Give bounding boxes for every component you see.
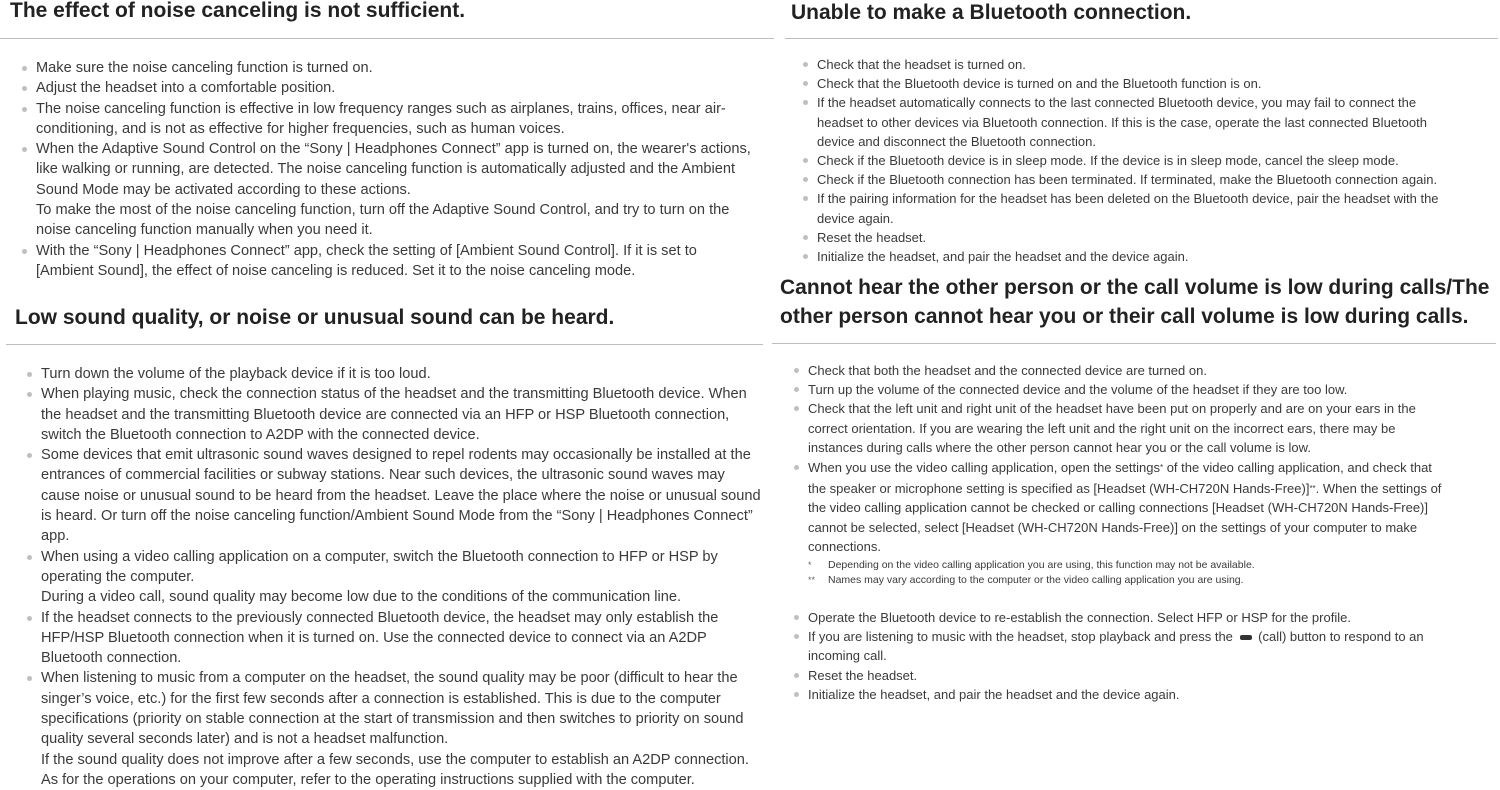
item-list [782, 361, 1496, 704]
item-line: Initialize the headset, and pair the headset and the device again. [808, 686, 1180, 702]
list-item [10, 99, 774, 140]
item-line: Check that the left unit and right unit of the headset have been put on properly and are on your ears in the [808, 401, 1416, 417]
bullet [803, 196, 808, 201]
item-line: Check that the headset is turned on. [817, 57, 1026, 72]
item-line: conditioning, and is not as effective for higher frequencies, such as human voices. [36, 120, 565, 137]
bullet [803, 100, 808, 105]
item-line: Some devices that emit ultrasonic sound waves designed to repel rodents may occasionally be installed at the [41, 447, 751, 464]
list-item [782, 666, 1496, 685]
item-line: During a video call, sound quality may become low due to the conditions of the communication line. [41, 589, 682, 606]
bullet [22, 66, 27, 71]
bullet [794, 406, 799, 411]
section-divider [0, 38, 774, 39]
item-line: switch the Bluetooth connection to A2DP with the connected device. [41, 426, 480, 443]
bullet [794, 368, 799, 373]
item-line: app. [41, 528, 70, 545]
item-line: If you are listening to music with the headset, stop playback and press the (call) button to respond to an [808, 629, 1424, 645]
item-line: noise canceling function manually when you need it. [36, 222, 373, 239]
bullet [803, 62, 808, 67]
item-line: is heard. Or turn off the noise canceling function/Ambient Sound Mode from the “Sony | Headphones Connect” [41, 508, 753, 525]
section-divider [6, 344, 763, 345]
section-title: The effect of noise canceling is not sufficient. [10, 0, 466, 22]
list-item [15, 445, 763, 546]
section-title [780, 273, 1496, 331]
bullet [803, 158, 808, 163]
footnote-text: Depending on the video calling application you are using, this function may not be available. [828, 559, 1255, 572]
list-item [10, 139, 774, 240]
item-line: To make the most of the noise canceling function, turn off the Adaptive Sound Control, and try to turn on the [36, 202, 730, 219]
item-list [10, 58, 774, 281]
list-item [791, 189, 1498, 227]
list-item [15, 668, 763, 790]
section-title: Low sound quality, or noise or unusual sound can be heard. [15, 306, 615, 329]
item-line: Initialize the headset, and pair the headset and the device again. [817, 249, 1189, 265]
section-divider [772, 343, 1496, 344]
item-line: HFP/HSP Bluetooth connection when it is turned on. Use the connected device to connect via an A2DP [41, 629, 707, 646]
footnote-mark: ** [808, 575, 816, 586]
item-line: correct orientation. If you are wearing the left unit and the right unit on the incorrect ears, there may be [808, 420, 1396, 436]
section-title-line: other person cannot hear you or their call volume is low during calls. [780, 305, 1469, 328]
bullet [803, 254, 808, 259]
list-item [791, 151, 1498, 170]
item-list [791, 55, 1498, 266]
list-item [15, 547, 763, 608]
call-button-icon [1240, 635, 1252, 640]
list-item [791, 170, 1498, 189]
item-list [15, 364, 763, 790]
bullet [803, 235, 808, 240]
list-item [791, 74, 1498, 93]
item-line: When using a video calling application on a computer, switch the Bluetooth connection to HFP or HSP by [41, 548, 718, 565]
list-item [791, 247, 1498, 266]
item-line: the headset and the transmitting Bluetooth device are connected via an HFP or HSP Bluetooth connection, [41, 406, 730, 423]
list-item [15, 608, 763, 669]
list-item [791, 93, 1498, 151]
item-line: Operate the Bluetooth device to re-establish the connection. Select HFP or HSP for the profile. [808, 610, 1351, 626]
item-line: quality several seconds later) and is not a headset malfunction. [41, 731, 449, 748]
list-item [10, 78, 774, 98]
item-line: When playing music, check the connection status of the headset and the transmitting Bluetooth device. When [41, 386, 747, 403]
list-item [782, 685, 1496, 704]
item-line: singer’s voice, etc.) for the first few seconds after a connection is established. This is due to the computer [41, 690, 721, 707]
footnote-list [808, 558, 1496, 588]
item-line: When you use the video calling application, open the settings* of the video calling application, and check that [808, 460, 1432, 476]
item-line: Turn up the volume of the connected device and the volume of the headset if they are too low. [808, 382, 1348, 398]
item-line: When the Adaptive Sound Control on the “Sony | Headphones Connect” app is turned on, the wearer's actions, [36, 141, 751, 158]
item-line: If the sound quality does not improve after a few seconds, use the computer to establish an A2DP connection. [41, 751, 749, 768]
item-line: Reset the headset. [808, 667, 918, 683]
list-item [15, 384, 763, 445]
list-item [782, 361, 1496, 380]
footnote [808, 573, 1496, 588]
bullet [794, 692, 799, 697]
list-item [782, 608, 1496, 627]
bullet [794, 634, 799, 639]
item-line: connections. [808, 538, 881, 554]
footnote-mark: * [808, 560, 812, 571]
bullet [794, 465, 799, 470]
item-line: As for the operations on your computer, refer to the operating instructions supplied with the computer. [41, 771, 695, 788]
item-line: incoming call. [808, 648, 887, 664]
item-line: cannot be selected, select [Headset (WH-CH720N Hands-Free)] on the settings of your computer to make [808, 519, 1418, 535]
item-line: specifications (priority on stable connection at the start of transmission and then switches to priority on sound [41, 711, 744, 728]
list-item [791, 55, 1498, 74]
list-item [791, 228, 1498, 247]
bullet [22, 147, 27, 152]
item-line: Adjust the headset into a comfortable position. [36, 80, 336, 97]
bullet [794, 615, 799, 620]
list-item [782, 399, 1496, 457]
item-line: operating the computer. [41, 568, 195, 585]
bullet [27, 453, 32, 458]
item-line: like walking or running, are detected. The noise canceling function is automatically adjusted and the Ambient [36, 161, 736, 178]
item-line: the speaker or microphone setting is specified as [Headset (WH-CH720N Hands-Free)]**. When the settings of [808, 481, 1442, 497]
item-line: instances during calls where the other person cannot hear you or the call volume is low. [808, 439, 1311, 455]
section-divider [785, 38, 1498, 39]
list-item [15, 364, 763, 384]
item-line: Reset the headset. [817, 229, 927, 245]
item-line: headset to other devices via Bluetooth connection. If this is the case, operate the last connected Bluetooth [817, 114, 1427, 130]
bullet [22, 86, 27, 91]
item-line: cause noise or unusual sound to be heard from the headset. Leave the place where the noise or unusual sound [41, 487, 761, 504]
footnote [808, 558, 1496, 573]
bullet [22, 249, 27, 254]
bullet [27, 372, 32, 377]
list-item-video-calling [782, 458, 1496, 608]
item-line: If the headset automatically connects to the last connected Bluetooth device, you may fail to connect the [817, 95, 1417, 111]
bullet [27, 676, 32, 681]
section-title: Unable to make a Bluetooth connection. [791, 1, 1192, 24]
item-line: Check if the Bluetooth connection has been terminated. If terminated, make the Bluetooth connection again. [817, 172, 1438, 188]
item-line: If the headset connects to the previously connected Bluetooth device, the headset may only establish the [41, 609, 719, 626]
footnote-text: Names may vary according to the computer or the video calling application you are using. [828, 574, 1244, 587]
item-line: device again. [817, 210, 894, 226]
bullet [27, 392, 32, 397]
list-item-call-button [782, 627, 1496, 665]
bullet [27, 555, 32, 560]
item-line: [Ambient Sound], the effect of noise canceling is reduced. Set it to the noise canceling mode. [36, 262, 636, 279]
list-item [10, 58, 774, 78]
bullet [27, 616, 32, 621]
item-line: Make sure the noise canceling function is turned on. [36, 60, 373, 76]
bullet [794, 673, 799, 678]
bullet [803, 81, 808, 86]
section-title-line: Cannot hear the other person or the call volume is low during calls/The [780, 276, 1490, 299]
item-line: Bluetooth connection. [41, 650, 182, 667]
bullet [794, 387, 799, 392]
item-line: Check that both the headset and the connected device are turned on. [808, 363, 1207, 378]
item-line: Turn down the volume of the playback device if it is too loud. [41, 366, 431, 382]
item-line: With the “Sony | Headphones Connect” app, check the setting of [Ambient Sound Control]. If it is set to [36, 242, 697, 259]
item-line: If the pairing information for the headset has been deleted on the Bluetooth device, pair the headset with the [817, 191, 1439, 207]
item-line: device and disconnect the Bluetooth connection. [817, 133, 1096, 149]
item-line: Check if the Bluetooth device is in sleep mode. If the device is in sleep mode, cancel the sleep mode. [817, 153, 1399, 169]
item-line: The noise canceling function is effective in low frequency ranges such as airplanes, trains, offices, near air- [36, 100, 726, 117]
bullet [22, 107, 27, 112]
list-item [782, 380, 1496, 399]
item-line: the video calling application cannot be checked or calling connections [Headset (WH-CH720N Hands-Free)] [808, 500, 1428, 516]
item-line: When listening to music from a computer on the headset, the sound quality may be poor (difficult to hear the [41, 670, 738, 687]
bullet [803, 177, 808, 182]
item-line: Check that the Bluetooth device is turned on and the Bluetooth function is on. [817, 76, 1262, 92]
item-line: entrances of commercial facilities or subway stations. Near such devices, the ultrasonic sound waves may [41, 467, 725, 484]
item-line: Sound Mode may be activated according to these actions. [36, 181, 411, 198]
list-item [10, 241, 774, 282]
